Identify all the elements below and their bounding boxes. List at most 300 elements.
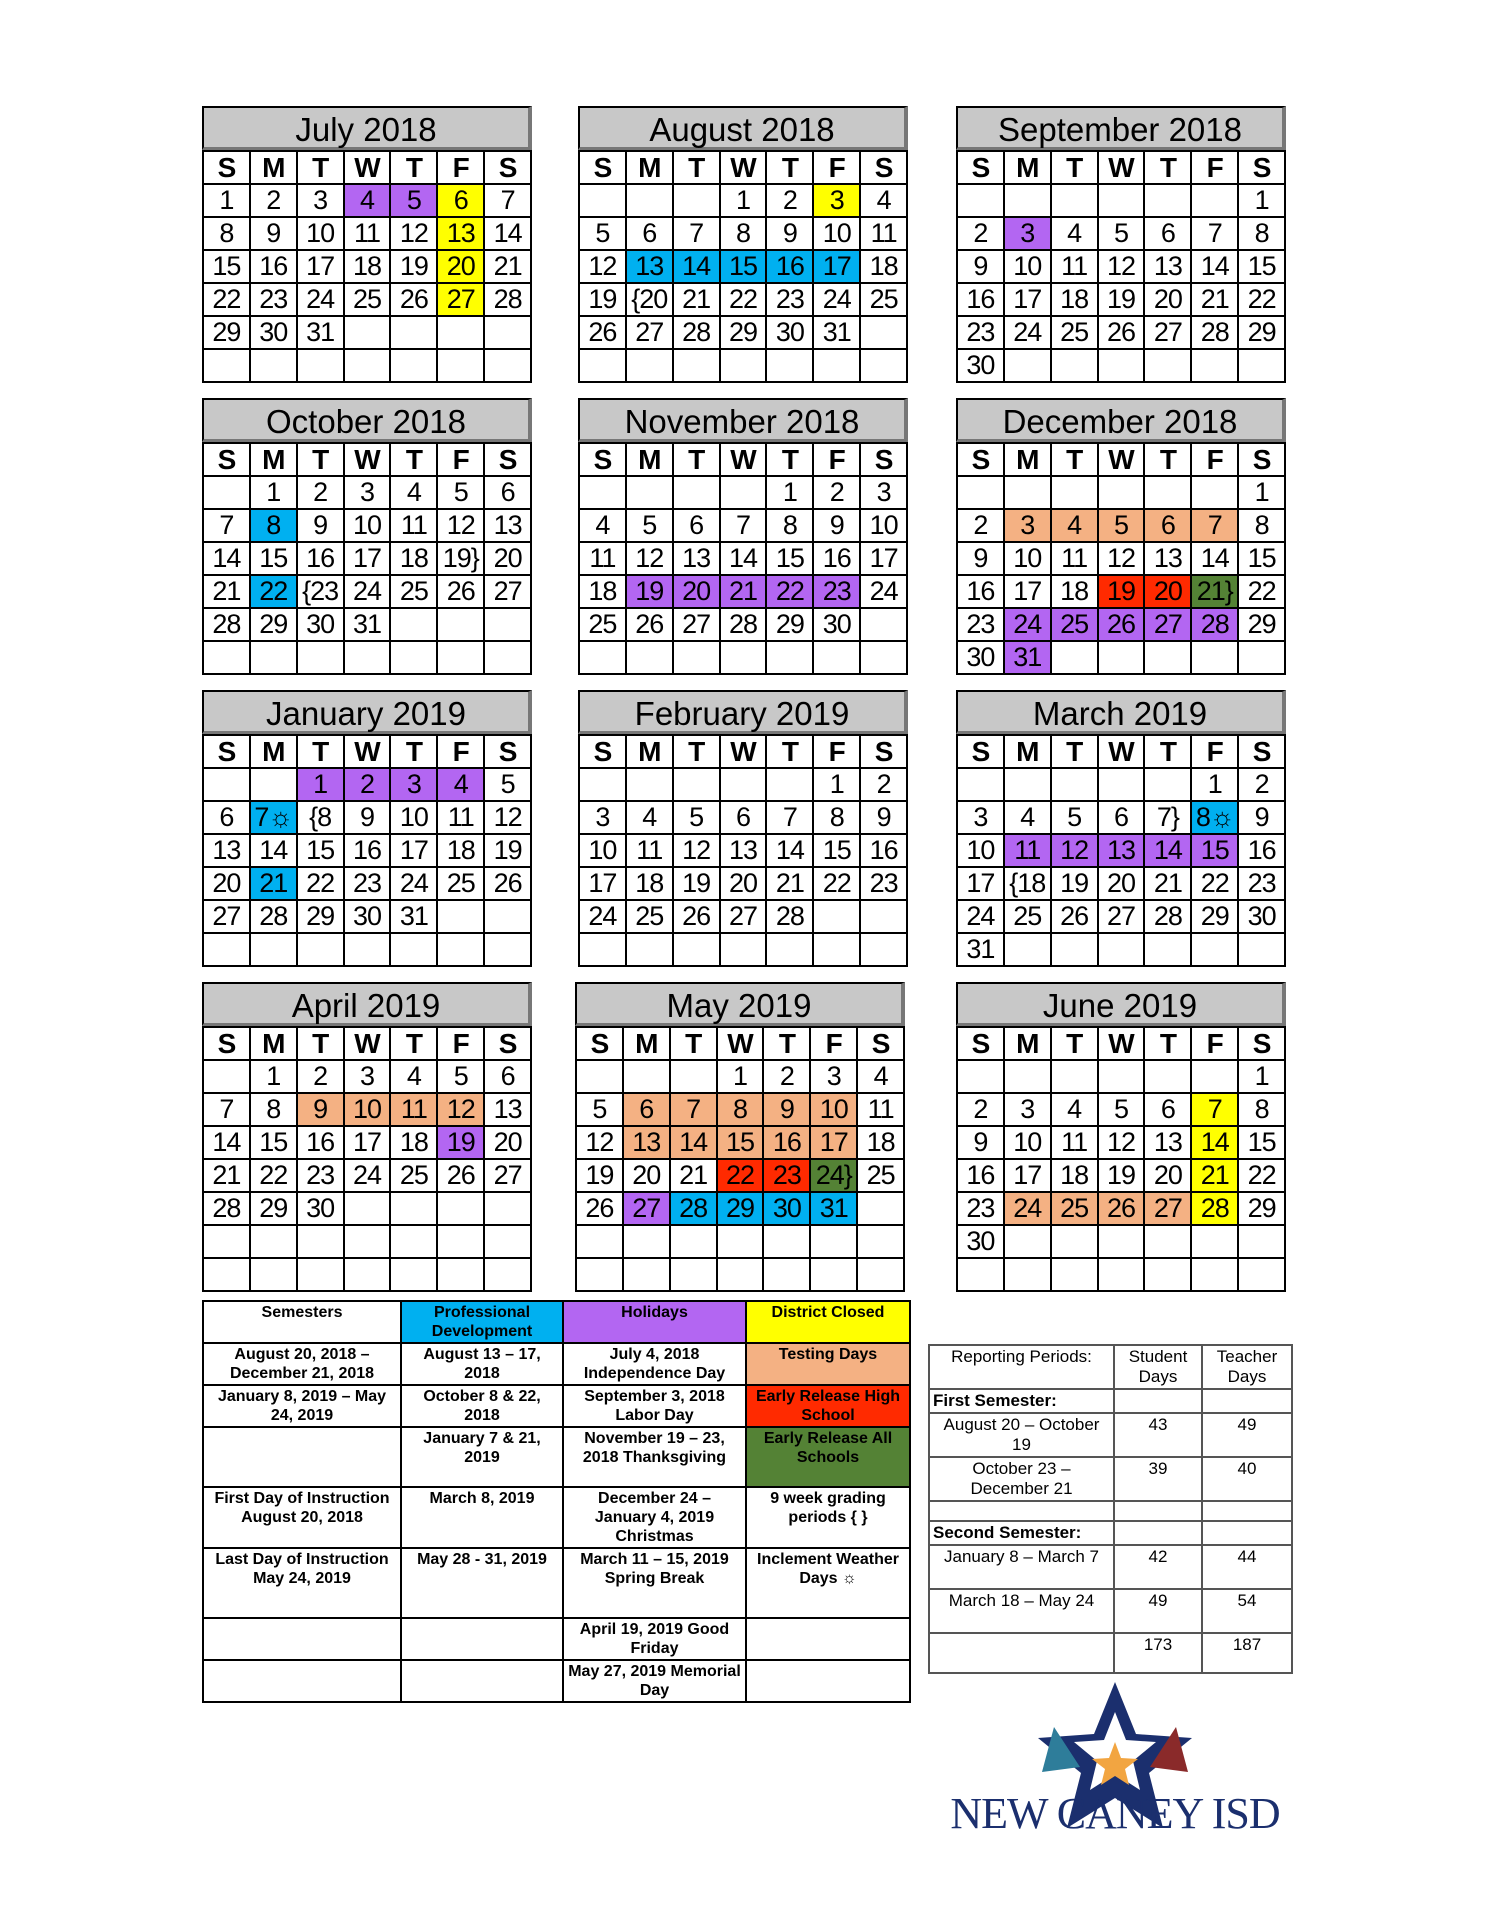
day-cell	[764, 1259, 811, 1292]
day-cell: 24	[1005, 609, 1052, 642]
day-cell	[627, 642, 674, 675]
period-cell: August 20 – October 19	[929, 1413, 1114, 1457]
weekday-header: M	[251, 1028, 298, 1061]
teacher-days: 54	[1202, 1589, 1292, 1633]
day-cell: {8	[298, 802, 345, 835]
day-cell: 11	[580, 543, 627, 576]
month-calendar	[956, 690, 1286, 967]
day-cell: 29	[298, 901, 345, 934]
legend-cell	[203, 1427, 401, 1487]
day-cell: 25	[627, 901, 674, 934]
day-cell: 29	[1192, 901, 1239, 934]
legend-cell: March 8, 2019	[401, 1487, 563, 1548]
weekday-header: W	[345, 444, 392, 477]
report-header: Reporting Periods:	[929, 1345, 1114, 1389]
day-cell: 19	[1099, 1160, 1146, 1193]
week-row	[580, 251, 908, 284]
day-cell: 15	[251, 1127, 298, 1160]
day-cell	[1192, 350, 1239, 383]
day-cell: 7}	[1145, 802, 1192, 835]
day-cell	[485, 317, 532, 350]
day-cell	[1145, 769, 1192, 802]
weekday-header-row	[958, 152, 1286, 185]
day-cell	[721, 769, 768, 802]
legend-cell: 9 week grading periods { }	[746, 1487, 910, 1548]
day-cell: 28	[674, 317, 721, 350]
day-cell: 20	[1145, 576, 1192, 609]
month-days-grid	[956, 150, 1286, 383]
day-cell: 18	[438, 835, 485, 868]
teacher-days-total: 187	[1202, 1633, 1292, 1673]
weekday-header: W	[1099, 152, 1146, 185]
report-cell	[1114, 1501, 1202, 1521]
week-row	[958, 1160, 1286, 1193]
day-cell: 7	[767, 802, 814, 835]
day-cell: 12	[580, 251, 627, 284]
day-cell: 10	[391, 802, 438, 835]
day-cell: 3	[861, 477, 908, 510]
weekday-header: M	[624, 1028, 671, 1061]
day-cell	[1099, 350, 1146, 383]
day-cell: 8☼	[1192, 802, 1239, 835]
day-cell: 11	[391, 1094, 438, 1127]
day-cell: 4	[438, 769, 485, 802]
day-cell	[767, 769, 814, 802]
month-title: September 2018	[956, 106, 1286, 150]
legend-row	[203, 1660, 910, 1702]
day-cell	[391, 642, 438, 675]
day-cell	[204, 642, 251, 675]
day-cell	[1099, 1259, 1146, 1292]
day-cell: 14	[674, 251, 721, 284]
weekday-header: T	[1145, 1028, 1192, 1061]
month-days-grid	[956, 1026, 1286, 1292]
weekday-header-row	[958, 736, 1286, 769]
day-cell	[767, 934, 814, 967]
day-cell: 20	[485, 543, 532, 576]
weekday-header: W	[345, 152, 392, 185]
weekday-header: M	[251, 152, 298, 185]
day-cell: 8	[1239, 1094, 1286, 1127]
day-cell: 30	[814, 609, 861, 642]
weekday-header-row	[577, 1028, 905, 1061]
day-cell	[438, 1226, 485, 1259]
day-cell: 26	[674, 901, 721, 934]
month-days-grid	[202, 1026, 532, 1292]
day-cell: 7	[721, 510, 768, 543]
day-cell: 15	[1239, 1127, 1286, 1160]
day-cell: 22	[718, 1160, 765, 1193]
day-cell	[1145, 350, 1192, 383]
day-cell: 14	[204, 1127, 251, 1160]
day-cell	[1099, 642, 1146, 675]
weekday-header: S	[861, 444, 908, 477]
day-cell	[1145, 1226, 1192, 1259]
day-cell: 21	[674, 284, 721, 317]
day-cell	[674, 934, 721, 967]
day-cell: 6	[1145, 1094, 1192, 1127]
legend-row	[203, 1427, 910, 1487]
student-days: 42	[1114, 1545, 1202, 1589]
day-cell: 8	[1239, 510, 1286, 543]
week-row	[580, 350, 908, 383]
legend-cell: November 19 – 23, 2018 Thanksgiving	[563, 1427, 746, 1487]
day-cell	[674, 642, 721, 675]
legend-cell	[203, 1618, 401, 1660]
weekday-header: F	[1192, 444, 1239, 477]
day-cell: 17	[345, 543, 392, 576]
day-cell	[1005, 350, 1052, 383]
month-days-grid	[578, 442, 908, 675]
day-cell: 19	[391, 251, 438, 284]
day-cell: 28	[1192, 1193, 1239, 1226]
day-cell: 20	[1099, 868, 1146, 901]
day-cell	[1005, 477, 1052, 510]
weekday-header: M	[1005, 152, 1052, 185]
weekday-header: S	[204, 1028, 251, 1061]
day-cell: 22	[298, 868, 345, 901]
day-cell	[958, 477, 1005, 510]
legend-cell: October 8 & 22, 2018	[401, 1385, 563, 1427]
day-cell	[861, 350, 908, 383]
day-cell	[1052, 769, 1099, 802]
week-row	[958, 317, 1286, 350]
day-cell: 26	[1099, 609, 1146, 642]
day-cell: 28	[1192, 317, 1239, 350]
month-calendar	[575, 982, 905, 1292]
weekday-header: F	[1192, 1028, 1239, 1061]
week-row	[580, 543, 908, 576]
day-cell	[1099, 1226, 1146, 1259]
report-cell	[1114, 1389, 1202, 1413]
day-cell	[391, 317, 438, 350]
day-cell: 8	[718, 1094, 765, 1127]
day-cell	[580, 934, 627, 967]
legend-cell	[746, 1618, 910, 1660]
day-cell: 5	[580, 218, 627, 251]
day-cell	[814, 642, 861, 675]
day-cell	[1145, 934, 1192, 967]
day-cell	[391, 1226, 438, 1259]
day-cell	[1005, 1259, 1052, 1292]
weekday-header: S	[958, 736, 1005, 769]
week-row	[204, 1259, 532, 1292]
day-cell: 16	[958, 576, 1005, 609]
day-cell	[627, 769, 674, 802]
report-row	[929, 1345, 1292, 1389]
week-row	[577, 1259, 905, 1292]
day-cell	[251, 769, 298, 802]
week-row	[958, 1193, 1286, 1226]
day-cell	[1192, 1226, 1239, 1259]
weekday-header: F	[1192, 152, 1239, 185]
day-cell	[204, 1226, 251, 1259]
day-cell	[298, 1259, 345, 1292]
day-cell: 30	[251, 317, 298, 350]
day-cell: 16	[1239, 835, 1286, 868]
weekday-header: S	[485, 152, 532, 185]
weekday-header: T	[391, 736, 438, 769]
report-header: Teacher Days	[1202, 1345, 1292, 1389]
day-cell: 14	[767, 835, 814, 868]
weekday-header: S	[580, 736, 627, 769]
day-cell: 18	[1052, 284, 1099, 317]
day-cell: 28	[485, 284, 532, 317]
day-cell	[1145, 1061, 1192, 1094]
weekday-header: T	[1145, 736, 1192, 769]
day-cell	[1052, 642, 1099, 675]
day-cell: 3	[811, 1061, 858, 1094]
day-cell: 12	[438, 1094, 485, 1127]
weekday-header: S	[485, 444, 532, 477]
day-cell: 9	[251, 218, 298, 251]
week-row	[204, 769, 532, 802]
day-cell: 7	[485, 185, 532, 218]
day-cell: 17	[345, 1127, 392, 1160]
day-cell: 21	[204, 1160, 251, 1193]
day-cell: 9	[958, 543, 1005, 576]
day-cell: 26	[577, 1193, 624, 1226]
day-cell: 2	[298, 1061, 345, 1094]
weekday-header: T	[767, 736, 814, 769]
day-cell: 29	[1239, 609, 1286, 642]
day-cell: 9	[958, 1127, 1005, 1160]
day-cell: 6	[627, 218, 674, 251]
day-cell	[485, 934, 532, 967]
weekday-header: M	[251, 444, 298, 477]
day-cell: 21	[1192, 284, 1239, 317]
legend-cell: Testing Days	[746, 1343, 910, 1385]
week-row	[958, 284, 1286, 317]
period-cell: October 23 – December 21	[929, 1457, 1114, 1501]
day-cell: 8	[814, 802, 861, 835]
day-cell: 2	[1239, 769, 1286, 802]
day-cell: 12	[674, 835, 721, 868]
period-cell: January 8 – March 7	[929, 1545, 1114, 1589]
month-calendar	[202, 398, 532, 675]
day-cell: 27	[721, 901, 768, 934]
day-cell	[1052, 185, 1099, 218]
weekday-header: F	[814, 152, 861, 185]
legend-row	[203, 1618, 910, 1660]
day-cell: 10	[1005, 1127, 1052, 1160]
week-row	[958, 769, 1286, 802]
day-cell	[1052, 934, 1099, 967]
week-row	[580, 642, 908, 675]
day-cell: 19	[438, 1127, 485, 1160]
day-cell: 16	[764, 1127, 811, 1160]
day-cell	[438, 901, 485, 934]
weekday-header: T	[674, 152, 721, 185]
day-cell	[858, 1226, 905, 1259]
day-cell: {18	[1005, 868, 1052, 901]
day-cell: 29	[718, 1193, 765, 1226]
day-cell	[624, 1061, 671, 1094]
day-cell: 27	[624, 1193, 671, 1226]
day-cell: 6	[485, 1061, 532, 1094]
weekday-header-row	[204, 444, 532, 477]
legend-row	[203, 1548, 910, 1618]
day-cell: 7	[204, 510, 251, 543]
legend-cell: Inclement Weather Days ☼	[746, 1548, 910, 1618]
day-cell: 17	[958, 868, 1005, 901]
day-cell	[1145, 185, 1192, 218]
week-row	[580, 901, 908, 934]
day-cell: 13	[204, 835, 251, 868]
day-cell: 10	[861, 510, 908, 543]
day-cell: 25	[580, 609, 627, 642]
report-cell	[1202, 1389, 1292, 1413]
day-cell	[345, 350, 392, 383]
weekday-header: T	[671, 1028, 718, 1061]
day-cell	[1052, 350, 1099, 383]
day-cell: 9	[298, 510, 345, 543]
day-cell	[1099, 1061, 1146, 1094]
day-cell: 12	[1099, 251, 1146, 284]
day-cell: 18	[580, 576, 627, 609]
week-row	[204, 609, 532, 642]
week-row	[958, 901, 1286, 934]
day-cell: 6	[1145, 510, 1192, 543]
day-cell: 16	[958, 284, 1005, 317]
day-cell	[204, 934, 251, 967]
week-row	[580, 835, 908, 868]
day-cell: 14	[1192, 1127, 1239, 1160]
day-cell: 9	[861, 802, 908, 835]
day-cell: 17	[861, 543, 908, 576]
legend-cell: July 4, 2018 Independence Day	[563, 1343, 746, 1385]
day-cell: 23	[345, 868, 392, 901]
weekday-header-row	[958, 1028, 1286, 1061]
report-row	[929, 1633, 1292, 1673]
weekday-header: S	[861, 152, 908, 185]
day-cell: 23	[1239, 868, 1286, 901]
day-cell	[1239, 642, 1286, 675]
day-cell	[814, 901, 861, 934]
day-cell	[580, 642, 627, 675]
day-cell: 14	[485, 218, 532, 251]
week-row	[204, 1226, 532, 1259]
day-cell	[861, 317, 908, 350]
day-cell	[345, 1193, 392, 1226]
weekday-header: F	[811, 1028, 858, 1061]
day-cell	[251, 1259, 298, 1292]
day-cell	[1005, 934, 1052, 967]
day-cell: 10	[958, 835, 1005, 868]
day-cell: 18	[391, 543, 438, 576]
week-row	[580, 218, 908, 251]
month-title: January 2019	[202, 690, 532, 734]
day-cell: 4	[858, 1061, 905, 1094]
weekday-header: T	[298, 736, 345, 769]
month-days-grid	[202, 150, 532, 383]
day-cell: 21	[671, 1160, 718, 1193]
weekday-header: W	[1099, 736, 1146, 769]
day-cell: 27	[1099, 901, 1146, 934]
day-cell: 8	[721, 218, 768, 251]
day-cell: 29	[251, 609, 298, 642]
weekday-header-row	[204, 1028, 532, 1061]
legend-cell: May 27, 2019 Memorial Day	[563, 1660, 746, 1702]
day-cell	[1192, 185, 1239, 218]
week-row	[577, 1193, 905, 1226]
weekday-header: M	[627, 736, 674, 769]
day-cell	[1005, 1061, 1052, 1094]
district-name: NEW CANEY ISD	[950, 1789, 1280, 1838]
month-calendar	[956, 398, 1286, 675]
day-cell: 14	[1145, 835, 1192, 868]
day-cell	[718, 1226, 765, 1259]
weekday-header: T	[391, 444, 438, 477]
day-cell: 8	[251, 510, 298, 543]
week-row	[204, 1193, 532, 1226]
day-cell: 2	[958, 510, 1005, 543]
day-cell: 19	[577, 1160, 624, 1193]
week-row	[958, 218, 1286, 251]
day-cell: 13	[627, 251, 674, 284]
day-cell: 5	[391, 185, 438, 218]
day-cell: 15	[767, 543, 814, 576]
day-cell: 26	[391, 284, 438, 317]
reporting-periods-table	[928, 1344, 1293, 1674]
day-cell: 10	[1005, 543, 1052, 576]
week-row	[958, 609, 1286, 642]
day-cell: 6	[674, 510, 721, 543]
student-days: 43	[1114, 1413, 1202, 1457]
legend-header: Semesters	[203, 1301, 401, 1343]
day-cell: 5	[1052, 802, 1099, 835]
month-title: November 2018	[578, 398, 908, 442]
weekday-header: S	[1239, 152, 1286, 185]
week-row	[958, 642, 1286, 675]
day-cell: 1	[1239, 185, 1286, 218]
day-cell: 27	[204, 901, 251, 934]
day-cell: 1	[1239, 1061, 1286, 1094]
day-cell	[1192, 1259, 1239, 1292]
day-cell	[251, 642, 298, 675]
day-cell: 16	[958, 1160, 1005, 1193]
student-days: 39	[1114, 1457, 1202, 1501]
week-row	[580, 769, 908, 802]
day-cell: 5	[485, 769, 532, 802]
day-cell	[1192, 477, 1239, 510]
day-cell: 24	[391, 868, 438, 901]
day-cell	[861, 901, 908, 934]
day-cell: 17	[580, 868, 627, 901]
day-cell: 2	[298, 477, 345, 510]
month-calendar	[956, 106, 1286, 383]
day-cell: 11	[1052, 251, 1099, 284]
day-cell: 12	[391, 218, 438, 251]
day-cell: 21	[251, 868, 298, 901]
day-cell: 31	[814, 317, 861, 350]
weekday-header: W	[721, 444, 768, 477]
weekday-header: W	[721, 152, 768, 185]
report-cell	[1114, 1521, 1202, 1545]
day-cell	[1239, 350, 1286, 383]
legend-table	[202, 1300, 911, 1703]
week-row	[958, 477, 1286, 510]
weekday-header: S	[204, 444, 251, 477]
month-title: October 2018	[202, 398, 532, 442]
weekday-header: T	[767, 152, 814, 185]
week-row	[204, 835, 532, 868]
day-cell	[485, 350, 532, 383]
day-cell: 15	[251, 543, 298, 576]
day-cell: 9	[958, 251, 1005, 284]
weekday-header: T	[1145, 444, 1192, 477]
report-row	[929, 1413, 1292, 1457]
